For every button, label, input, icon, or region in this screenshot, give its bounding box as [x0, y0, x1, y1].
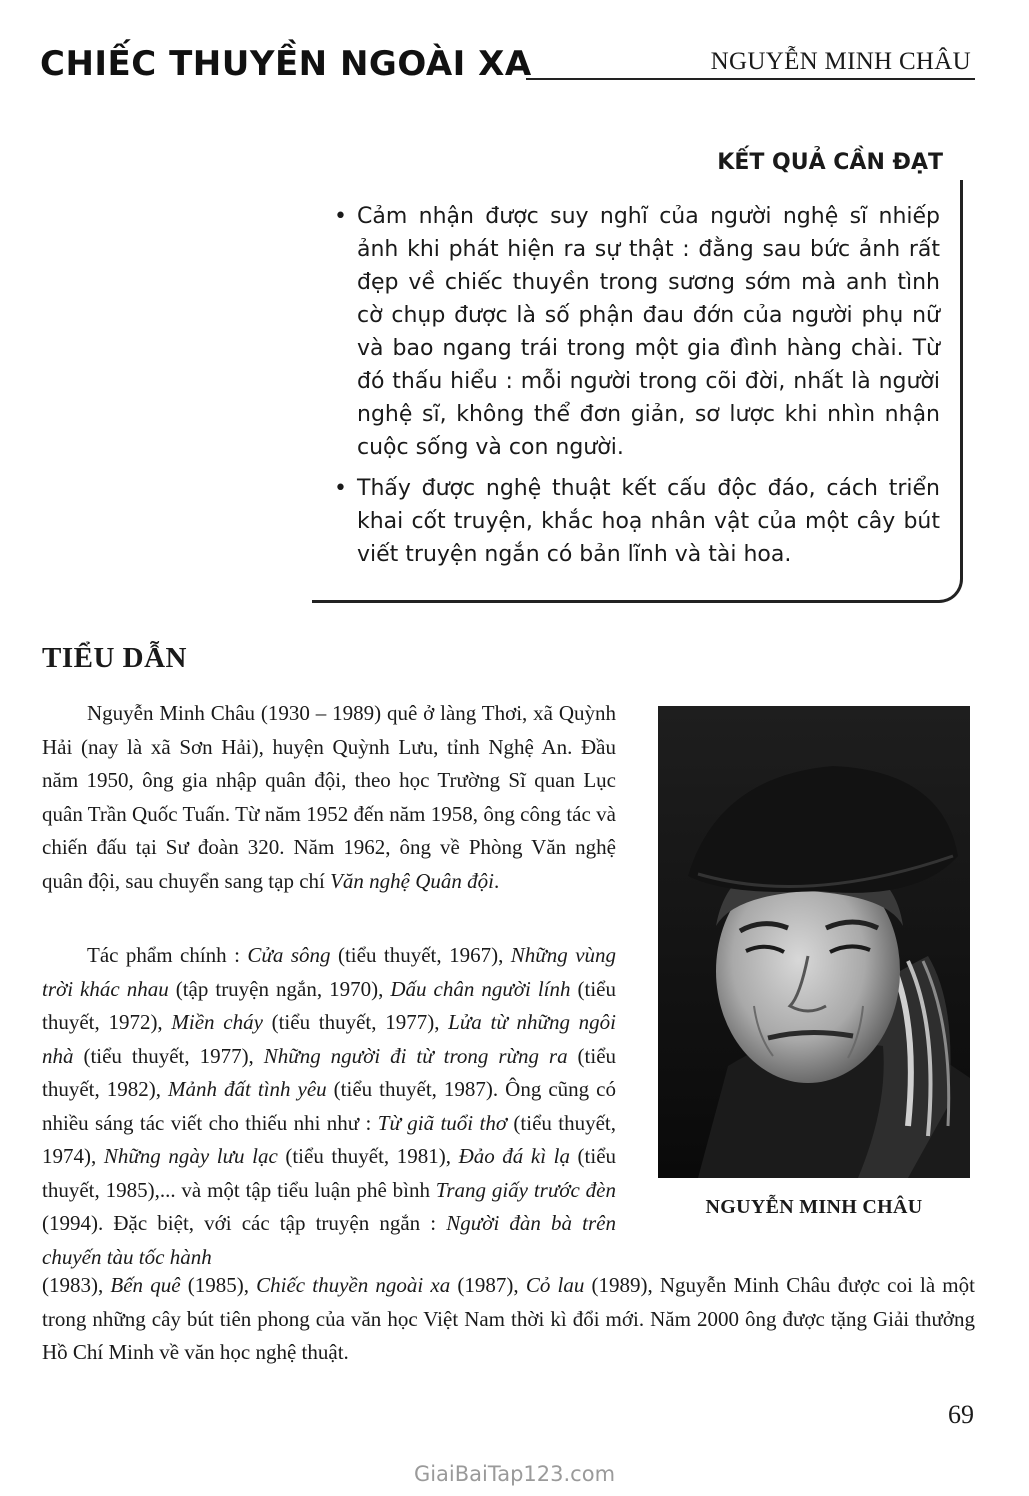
bullet-icon: •	[334, 476, 347, 501]
works-paragraph	[42, 939, 616, 1274]
bio-text: Nguyễn Minh Châu (1930 – 1989) quê ở làng Thơi, xã Quỳnh Hải (nay là xã Sơn Hải), huyện Quỳnh Lưu, tỉnh Nghệ An. Đầu năm 1950, ông gia nhập quân đội, theo học Trường Sĩ quan Lục quân Trần Quốc Tuấn. Từ năm 1952 đến năm 1958, ông công tác và chiến đấu tại Sư đoàn 320. Năm 1962, ông về Phòng Văn nghệ quân đội, sau chuyển sang tạp chí	[42, 701, 616, 893]
work-detail: (1985),	[180, 1273, 257, 1297]
goal-item	[330, 200, 940, 464]
work-detail: (1989), Nguyễn Minh Châu được coi là một trong những cây bút tiên phong của văn học Việt Nam thời kì đổi mới. Năm 2000 ông được tặng Giải thưởng Hồ Chí Minh về văn học nghệ thuật.	[42, 1273, 975, 1364]
work-detail: (tiểu thuyết, 1987). Ông cũng có nhiều sáng tác viết cho thiếu nhi như :	[42, 1077, 616, 1135]
work-detail: (1994). Đặc biệt, với các tập truyện ngắn :	[42, 1211, 447, 1235]
bio-paragraph	[42, 697, 616, 898]
work-detail: (tiểu thuyết, 1985),... và một tập tiểu luận phê bình	[42, 1144, 617, 1202]
work-detail: (tiểu thuyết, 1977),	[73, 1043, 264, 1068]
portrait-illustration	[658, 706, 970, 1178]
work-title: Những ngày lưu lạc	[103, 1144, 278, 1168]
bullet-icon: •	[334, 204, 347, 229]
work-detail: (1987),	[450, 1273, 526, 1297]
work-title: Cỏ lau	[525, 1273, 585, 1297]
work-detail: (tập truyện ngắn, 1970),	[168, 976, 391, 1001]
work-title: Những vùng trời khác nhau	[42, 943, 617, 1001]
work-title: Dấu chân người lính	[390, 976, 571, 1001]
works-paragraph-continued	[42, 1269, 975, 1370]
page-number: 69	[948, 1400, 974, 1429]
goals-heading: KẾT QUẢ CẦN ĐẠT	[717, 150, 943, 175]
work-title: Bến quê	[110, 1273, 181, 1297]
watermark: GiaiBaiTap123.com	[413, 1462, 616, 1486]
header-rule	[526, 78, 975, 80]
section-heading: TIỂU DẪN	[42, 642, 187, 674]
works-lead: Tác phẩm chính :	[87, 943, 248, 967]
work-title: Chiếc thuyền ngoài xa	[256, 1273, 451, 1297]
work-title: Đảo đá kì lạ	[458, 1144, 570, 1168]
header-author: NGUYỄN MINH CHÂU	[710, 48, 971, 75]
work-title: Cửa sông	[247, 943, 331, 967]
bio-end: .	[494, 868, 500, 893]
author-portrait-photo	[658, 706, 970, 1178]
work-detail: (tiểu thuyết, 1974),	[42, 1110, 616, 1168]
work-title: Người đàn bà trên chuyến tàu tốc hành	[42, 1211, 616, 1269]
work-title: Trang giấy trước đèn	[435, 1177, 616, 1202]
work-title: Miền cháy	[171, 1010, 263, 1034]
work-detail: (tiểu thuyết, 1972),	[42, 976, 617, 1034]
goals-list	[330, 200, 940, 579]
goal-text: Thấy được nghệ thuật kết cấu độc đáo, cách triển khai cốt truyện, khắc hoạ nhân vật của một cây bút viết truyện ngắn có bản lĩnh và tài hoa.	[357, 476, 940, 567]
goal-text: Cảm nhận được suy nghĩ của người nghệ sĩ nhiếp ảnh khi phát hiện ra sự thật : đằng sau bức ảnh rất đẹp về chiếc thuyền trong sương sớm mà anh tình cờ chụp được là số phận đau đớn của người phụ nữ và bao ngang trái trong một gia đình hàng chài. Từ đó thấu hiểu : mỗi người trong cõi đời, nhất là người nghệ sĩ, không thể đơn giản, sơ lược khi nhìn nhận cuộc sống và con người.	[357, 204, 940, 460]
work-title: Mảnh đất tình yêu	[168, 1077, 327, 1101]
work-detail: (tiểu thuyết, 1982),	[42, 1043, 617, 1101]
lesson-title: CHIẾC THUYỀN NGOÀI XA	[40, 44, 532, 84]
magazine-title: Văn nghệ Quân đội	[330, 868, 494, 893]
work-title: Từ giã tuổi thơ	[377, 1110, 508, 1135]
work-detail: (tiểu thuyết, 1977),	[262, 1010, 449, 1034]
work-detail: (1983),	[42, 1273, 111, 1297]
work-title: Những người đi từ trong rừng ra	[263, 1043, 568, 1068]
page-header	[40, 38, 975, 88]
work-title: Lửa từ những ngôi nhà	[42, 1010, 616, 1068]
work-detail: (tiểu thuyết, 1967),	[330, 943, 511, 967]
goal-item	[330, 472, 940, 571]
work-detail: (tiểu thuyết, 1981),	[277, 1144, 459, 1168]
photo-caption: NGUYỄN MINH CHÂU	[705, 1196, 923, 1218]
